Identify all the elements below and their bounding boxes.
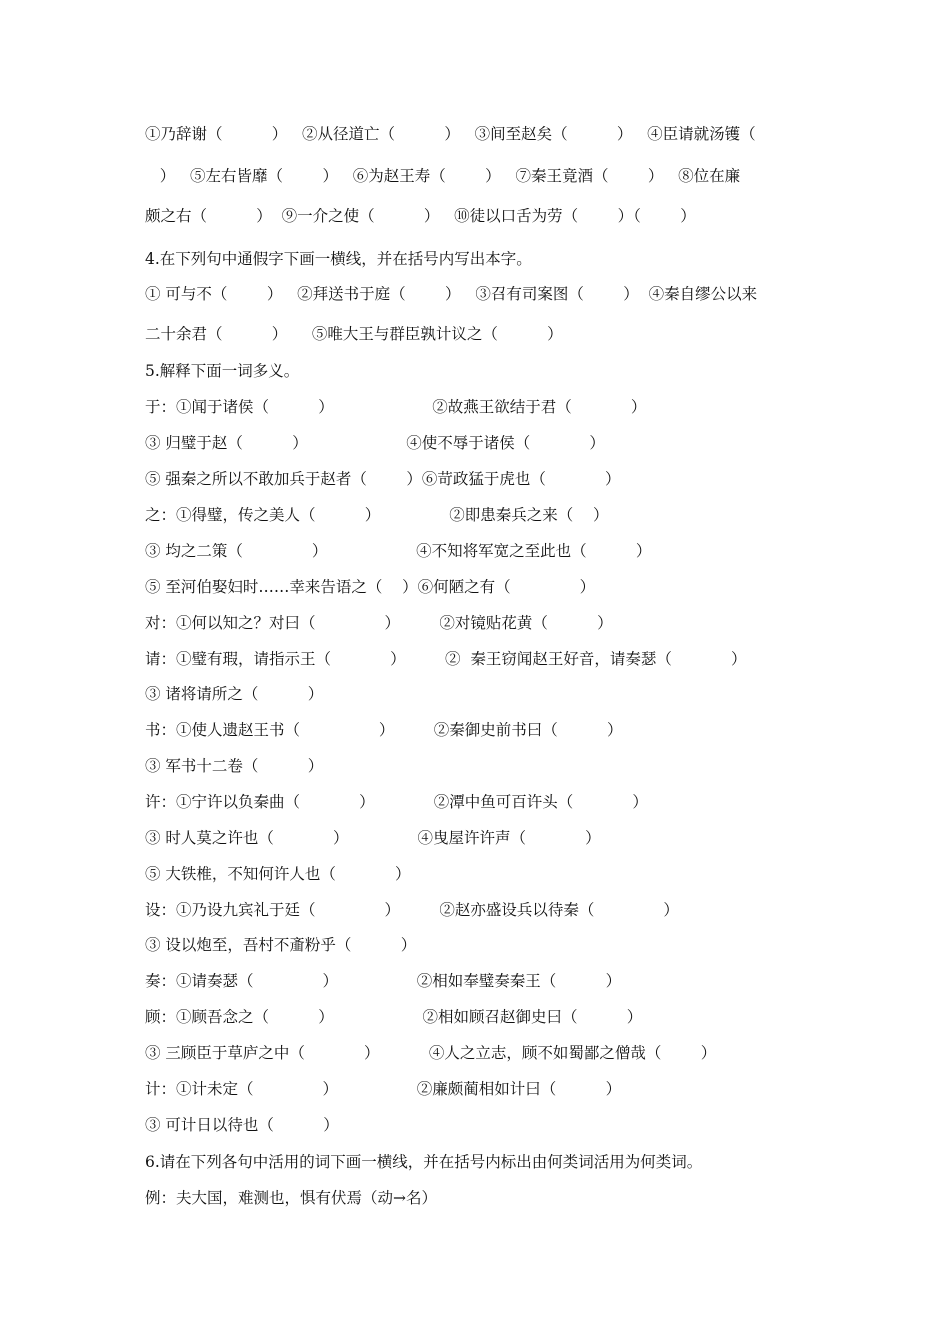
q5-zhi-line-3: ⑤ 至河伯娶妇时……幸来告语之（ ）⑥何陋之有（ ） [145,578,596,596]
q5-qing-line-2: ③ 诸将请所之（ ） [145,685,324,703]
q5-qing-line-1: 请：①璧有瑕，请指示王（ ） ② 秦王窃闻赵王好音，请奏瑟（ ） [145,650,747,668]
q5-zhi-line-2: ③ 均之二策（ ） ④不知将军宽之至此也（ ） [145,542,652,560]
q5-she-line-2: ③ 设以炮至，吾村不齑粉乎（ ） [145,936,417,954]
q3-line-2: ） ⑤左右皆靡（ ） ⑥为赵王寿（ ） ⑦秦王竟酒（ ） ⑧位在廉 [145,167,741,185]
q5-ji-line-1: 计：①计未定（ ） ②廉颇蔺相如计曰（ ） [145,1080,622,1098]
q5-heading: 5.解释下面一词多义。 [145,362,300,380]
q5-yu-line-3: ⑤ 强秦之所以不敢加兵于赵者（ ）⑥苛政猛于虎也（ ） [145,470,621,488]
q5-xu-line-3: ⑤ 大铁椎，不知何许人也（ ） [145,865,411,883]
q5-gu-line-1: 顾：①顾吾念之（ ） ②相如顾召赵御史曰（ ） [145,1008,643,1026]
q6-example: 例：夫大国，难测也，惧有伏焉（动→名） [145,1189,437,1207]
q5-yu-line-2: ③ 归璧于赵（ ） ④使不辱于诸侯（ ） [145,434,605,452]
q5-ji-line-2: ③ 可计日以待也（ ） [145,1116,339,1134]
q5-gu-line-2: ③ 三顾臣于草庐之中（ ） ④人之立志，顾不如蜀鄙之僧哉（ ） [145,1044,717,1062]
q3-line-3: 颇之右（ ） ⑨一介之使（ ） ⑩徒以口舌为劳（ ）（ ） [145,207,696,225]
q5-zhi-line-1: 之：①得璧，传之美人（ ） ②即患秦兵之来（ ） [145,506,609,524]
q5-shu-line-2: ③ 军书十二卷（ ） [145,757,324,775]
q4-line-1: ① 可与不（ ） ②拜送书于庭（ ） ③召有司案图（ ） ④秦自缪公以来 [145,285,758,303]
q5-xu-line-2: ③ 时人莫之许也（ ） ④曳屋许许声（ ） [145,829,601,847]
q5-zou-line: 奏：①请奏瑟（ ） ②相如奉璧奏秦王（ ） [145,972,622,990]
q5-xu-line-1: 许：①宁许以负秦曲（ ） ②潭中鱼可百许头（ ） [145,793,648,811]
q5-shu-line-1: 书：①使人遗赵王书（ ） ②秦御史前书曰（ ） [145,721,623,739]
q6-heading: 6.请在下列各句中活用的词下画一横线，并在括号内标出由何类词活用为何类词。 [145,1153,703,1171]
q5-dui-line: 对：①何以知之？对曰（ ） ②对镜贴花黄（ ） [145,614,613,632]
q4-heading: 4.在下列句中通假字下画一横线，并在括号内写出本字。 [145,250,532,268]
q5-she-line-1: 设：①乃设九宾礼于廷（ ） ②赵亦盛设兵以待秦（ ） [145,901,679,919]
q4-line-2: 二十余君（ ） ⑤唯大王与群臣孰计议之（ ） [145,325,563,343]
q3-line-1: ①乃辞谢（ ） ②从径道亡（ ） ③间至赵矣（ ） ④臣请就汤镬（ [145,125,756,143]
q5-yu-line-1: 于：①闻于诸侯（ ） ②故燕王欲结于君（ ） [145,398,647,416]
